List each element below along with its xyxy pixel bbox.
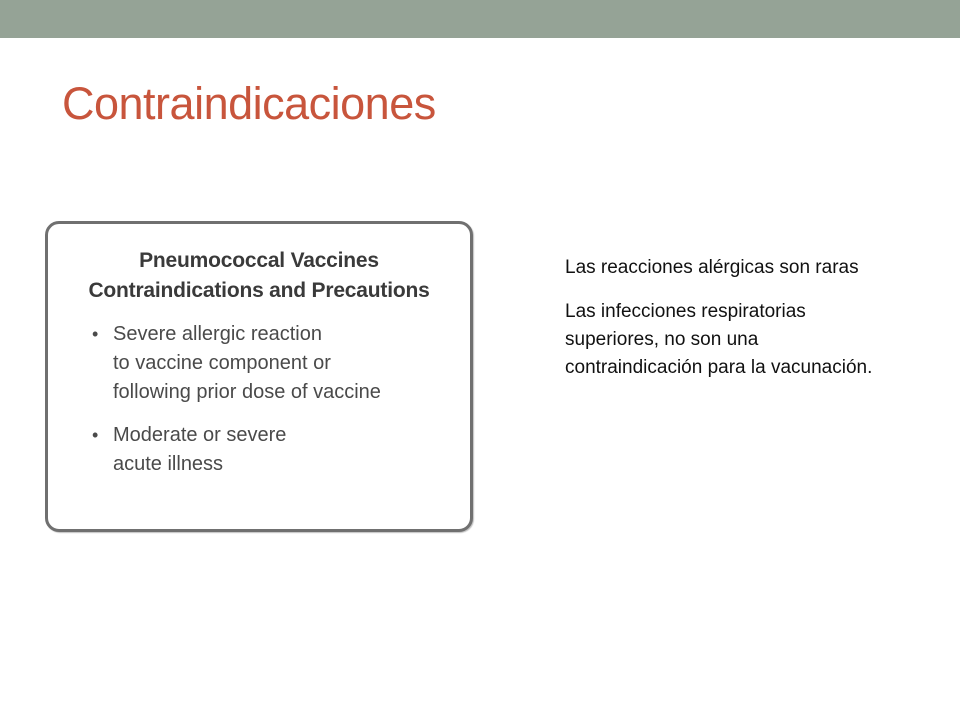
note-paragraph-allergic: Las reacciones alérgicas son raras	[565, 257, 859, 278]
list-item-line: to vaccine component or	[113, 352, 331, 374]
bullet-icon: •	[92, 324, 99, 344]
vaccine-info-card	[45, 221, 473, 532]
list-item-line: following prior dose of vaccine	[113, 381, 381, 403]
list-item	[92, 421, 462, 479]
top-decorative-band	[0, 0, 960, 38]
list-item-line: Severe allergic reaction	[113, 323, 322, 345]
list-item-line: Moderate or severe	[113, 424, 287, 446]
list-item	[92, 320, 462, 407]
bullet-icon: •	[92, 425, 99, 445]
notes-text-block	[565, 254, 885, 398]
list-item-line: acute illness	[113, 453, 224, 475]
slide-title: Contraindicaciones	[62, 78, 436, 129]
card-heading-line-2: Contraindications and Precautions	[88, 279, 430, 302]
contraindication-list	[92, 320, 462, 493]
note-paragraph-respiratory: Las infecciones respiratorias superiores, no son una contraindicación para la vacunación.	[565, 301, 873, 378]
card-heading-line-1: Pneumococcal Vaccines	[139, 249, 379, 272]
